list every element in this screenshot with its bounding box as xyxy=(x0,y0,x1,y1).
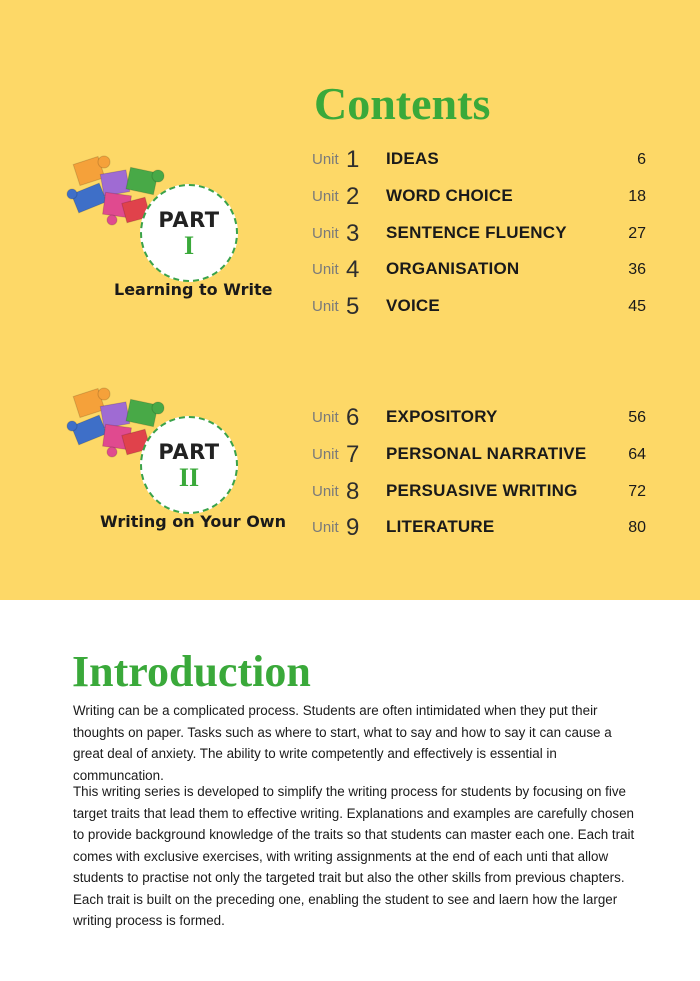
unit-title: PERSUASIVE WRITING xyxy=(386,481,578,500)
unit-word: Unit xyxy=(312,519,339,536)
unit-word: Unit xyxy=(312,446,339,463)
unit-title: EXPOSITORY xyxy=(386,407,498,426)
unit-word: Unit xyxy=(312,483,339,500)
introduction-paragraph-2: This writing series is developed to simplify the writing process for students by focusing on five target traits that lead them to effective writing. Explanations and examples are carefully chosen to provide background knowledge of the traits so that students can master each one. Each trait comes with exclusive exercises, with writing assignments at the end of each unti that allow students to practise not only the targeted trait but also the other skills from previous chapters. Each trait is built on the preceding one, enabling the student to see and laern how the larger writing process is formed. xyxy=(73,784,635,928)
part-2-block xyxy=(66,382,316,542)
part-2-numeral: II xyxy=(178,462,200,492)
unit-word: Unit xyxy=(312,151,339,168)
toc-entry-unit-8[interactable] xyxy=(312,476,652,506)
toc-entry-unit-6[interactable] xyxy=(312,402,652,432)
toc-entry-unit-5[interactable] xyxy=(312,291,652,321)
toc-entry-unit-7[interactable] xyxy=(312,439,652,469)
unit-title: LITERATURE xyxy=(386,517,495,536)
toc-entry-unit-3[interactable] xyxy=(312,218,652,248)
introduction-paragraph-1: Writing can be a complicated process. Students are often intimidated when they put their thoughts on paper. Tasks such as where to start, what to say and how to say it can cause a great deal of anxiety. The ability to write competently and effectively is essential in communcation. xyxy=(73,703,612,783)
unit-number: 1 xyxy=(346,146,360,173)
toc-entry-unit-2[interactable] xyxy=(312,181,652,211)
part-2-badge xyxy=(140,416,238,514)
unit-title: SENTENCE FLUENCY xyxy=(386,223,567,242)
unit-number: 5 xyxy=(346,293,360,320)
unit-number: 3 xyxy=(346,220,360,247)
part-1-caption: Learning to Write xyxy=(114,280,273,299)
unit-page-number: 27 xyxy=(628,225,646,242)
unit-page-number: 45 xyxy=(628,298,646,315)
unit-word: Unit xyxy=(312,225,339,242)
part-1-label: PART xyxy=(158,207,220,232)
part-2-caption: Writing on Your Own xyxy=(100,512,286,531)
unit-number: 9 xyxy=(346,514,360,541)
unit-title: PERSONAL NARRATIVE xyxy=(386,444,587,463)
unit-number: 2 xyxy=(346,183,360,210)
unit-word: Unit xyxy=(312,188,339,205)
part-1-badge xyxy=(140,184,238,282)
part-1-block xyxy=(66,150,316,310)
unit-number: 4 xyxy=(346,256,360,283)
unit-number: 6 xyxy=(346,404,360,431)
unit-title: WORD CHOICE xyxy=(386,186,513,205)
unit-page-number: 56 xyxy=(628,409,646,426)
unit-title: ORGANISATION xyxy=(386,259,520,278)
unit-page-number: 18 xyxy=(628,188,646,205)
introduction-title: Introduction xyxy=(72,647,311,696)
toc-entry-unit-4[interactable] xyxy=(312,254,652,284)
unit-page-number: 80 xyxy=(628,519,646,536)
unit-number: 8 xyxy=(346,478,360,505)
unit-word: Unit xyxy=(312,409,339,426)
part-1-numeral: I xyxy=(183,230,195,260)
unit-word: Unit xyxy=(312,261,339,278)
unit-number: 7 xyxy=(346,441,360,468)
toc-entry-unit-1[interactable] xyxy=(312,144,652,174)
part-2-label: PART xyxy=(158,439,220,464)
unit-page-number: 6 xyxy=(637,151,646,168)
unit-page-number: 72 xyxy=(628,483,646,500)
unit-word: Unit xyxy=(312,298,339,315)
unit-title: VOICE xyxy=(386,296,440,315)
contents-title: Contents xyxy=(314,78,491,129)
unit-title: IDEAS xyxy=(386,149,439,168)
toc-entry-unit-9[interactable] xyxy=(312,512,652,542)
unit-page-number: 36 xyxy=(628,261,646,278)
unit-page-number: 64 xyxy=(628,446,646,463)
